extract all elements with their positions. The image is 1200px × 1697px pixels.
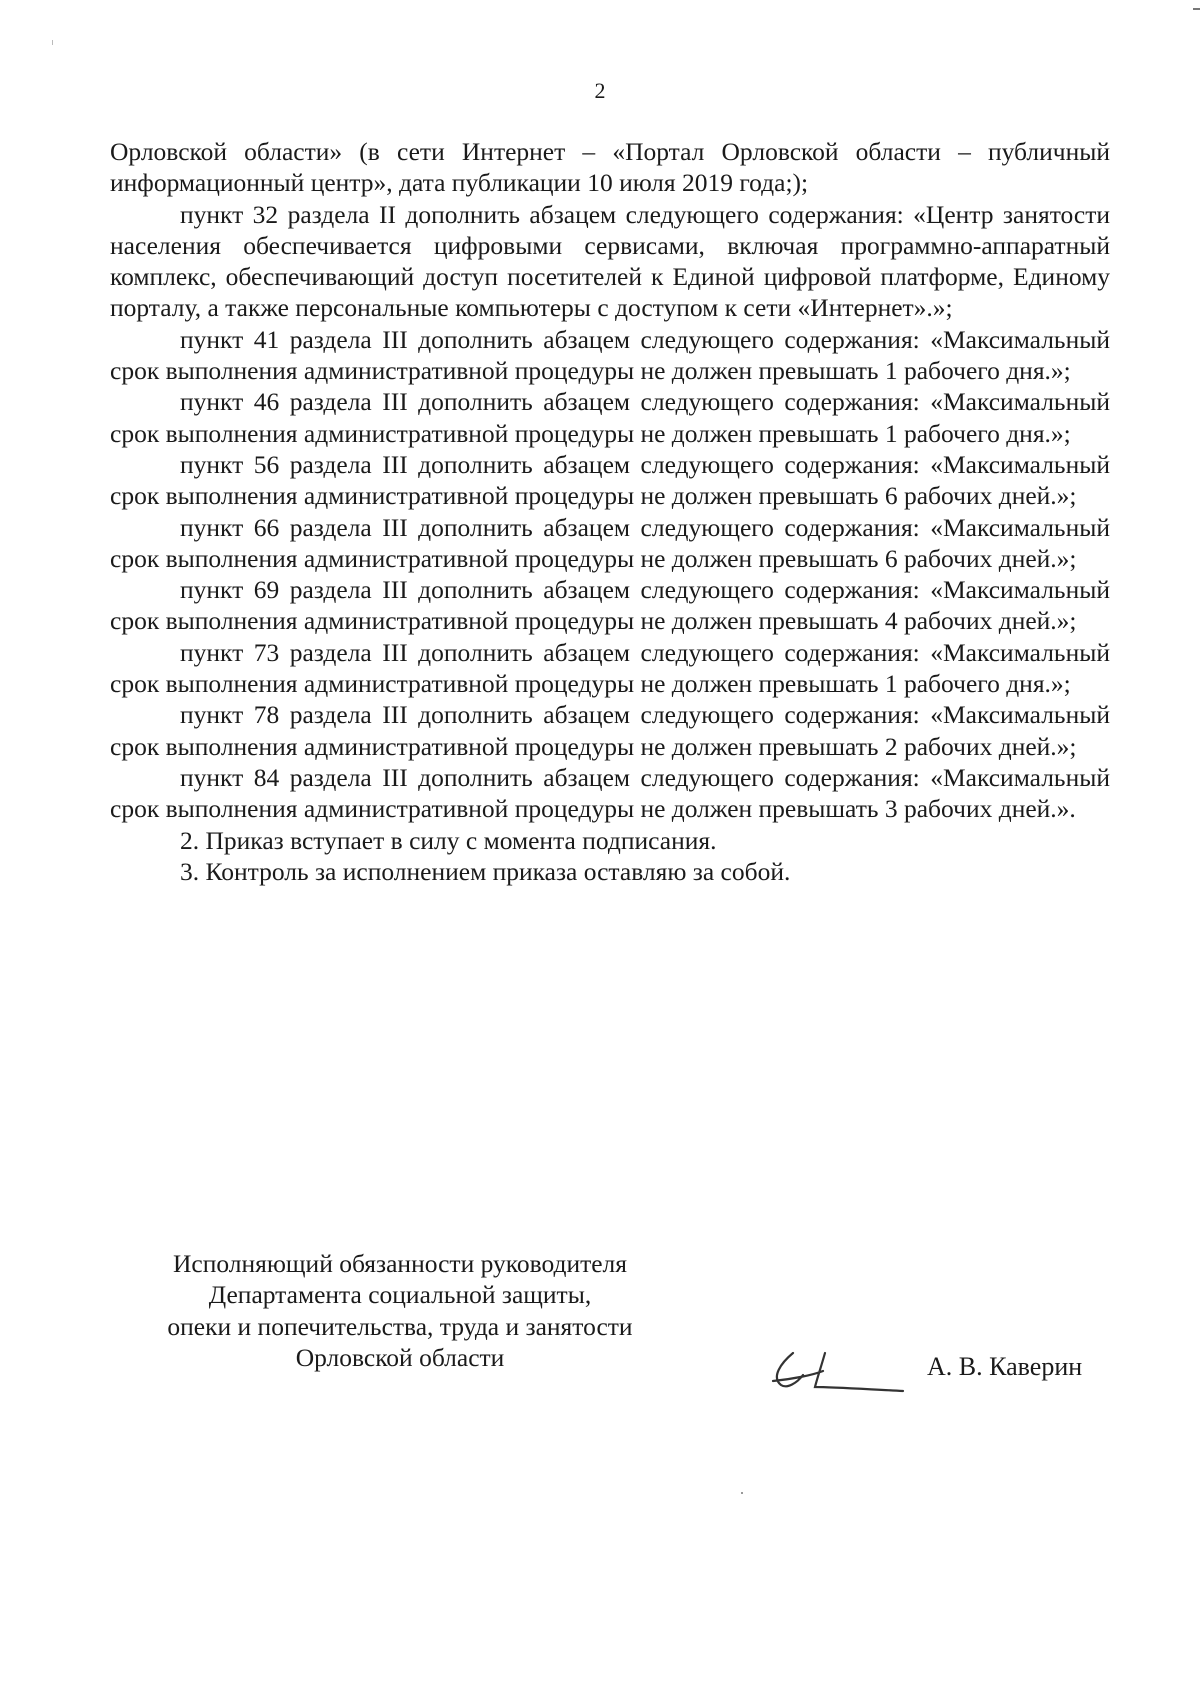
page-number: 2 (594, 78, 606, 103)
signatory-title (130, 1248, 670, 1373)
amendment-paragraph: пункт 66 раздела III дополнить абзацем следующего содержания: «Максимальный срок выполнения административной процедуры не должен превышать 6 рабочих дней.»; (110, 512, 1110, 573)
amendment-paragraph: пункт 69 раздела III дополнить абзацем следующего содержания: «Максимальный срок выполнения административной процедуры не должен превышать 4 рабочих дней.»; (110, 575, 1110, 636)
signatory-title-line: Орловской области (295, 1342, 505, 1372)
signatory-title-line: Департамента социальной защиты, (208, 1280, 592, 1310)
scan-artifact (52, 40, 53, 45)
signatory-title-line: Исполняющий обязанности руководителя (172, 1249, 628, 1278)
amendment-paragraph: пункт 78 раздела III дополнить абзацем следующего содержания: «Максимальный срок выполнения административной процедуры не должен превышать 2 рабочих дней.»; (110, 700, 1110, 761)
amendment-paragraph: пункт 41 раздела III дополнить абзацем следующего содержания: «Максимальный срок выполнения административной процедуры не должен превышать 1 рабочего дня.»; (110, 324, 1110, 386)
scan-artifact (1193, 8, 1200, 10)
amendment-paragraph: пункт 84 раздела III дополнить абзацем следующего содержания: «Максимальный срок выполнения административной процедуры не должен превышать 3 рабочих дней.». (110, 762, 1110, 824)
document-body (110, 136, 1110, 887)
continuation-paragraph: Орловской области» (в сети Интернет – «Портал Орловской области – публичный информационный центр», дата публикации 10 июля 2019 года;); (110, 137, 1110, 198)
amendment-paragraph: пункт 73 раздела III дополнить абзацем следующего содержания: «Максимальный срок выполнения административной процедуры не должен превышать 1 рабочего дня.»; (110, 637, 1110, 699)
amendment-paragraph: пункт 56 раздела III дополнить абзацем следующего содержания: «Максимальный срок выполнения административной процедуры не должен превышать 6 рабочих дней.»; (110, 449, 1110, 511)
scan-artifact (741, 1492, 743, 1494)
signatory-title-line: опеки и попечительства, труда и занятости (167, 1311, 633, 1341)
amendment-paragraph: пункт 46 раздела III дополнить абзацем следующего содержания: «Максимальный срок выполнения административной процедуры не должен превышать 1 рабочего дня.»; (110, 387, 1110, 448)
clause-effective-date: 2. Приказ вступает в силу с момента подписания. (180, 825, 717, 855)
signer-name: А. В. Каверин (927, 1352, 1083, 1381)
handwritten-signature (763, 1335, 913, 1395)
amendment-paragraph: пункт 32 раздела II дополнить абзацем следующего содержания: «Центр занятости населения обеспечивается цифровыми сервисами, включая программно-аппаратный комплекс, обеспечивающий доступ посетителей к Единой цифровой платформе, Единому порталу, а также персональные компьютеры с доступом к сети «Интернет».»; (110, 199, 1110, 323)
clause-control: 3. Контроль за исполнением приказа оставляю за собой. (180, 856, 791, 886)
